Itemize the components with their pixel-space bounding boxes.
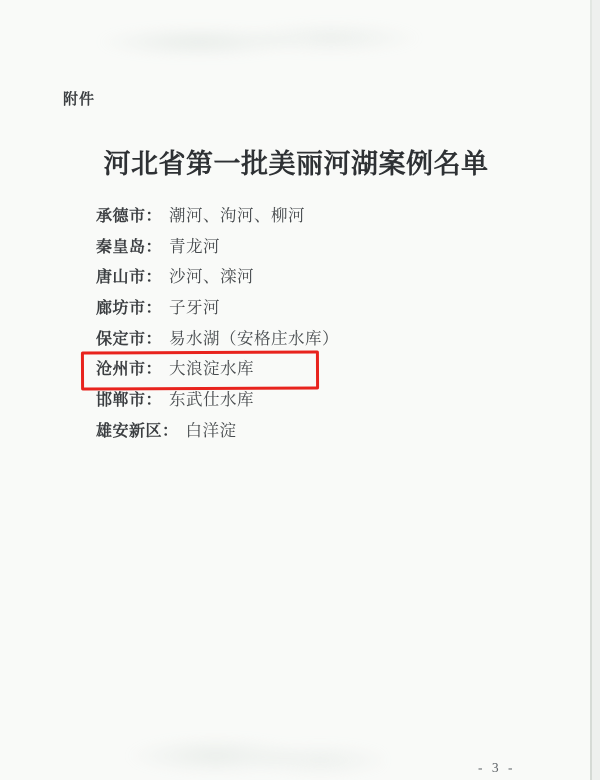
city-label: 承德市：	[96, 208, 163, 225]
city-label: 雄安新区：	[96, 422, 179, 440]
case-list	[96, 201, 556, 447]
city-label: 邯郸市：	[96, 392, 163, 410]
attachment-label: 附件	[63, 91, 96, 108]
rivers-text: 白洋淀	[185, 420, 237, 440]
list-item	[96, 354, 556, 385]
scan-page-edge-strip	[592, 0, 600, 780]
rivers-text: 东武仕水库	[169, 390, 255, 410]
bleed-through-ghost-bottom	[125, 736, 385, 780]
list-item	[96, 201, 556, 232]
rivers-text: 青龙河	[169, 236, 221, 256]
rivers-text: 大浪淀水库	[169, 359, 255, 379]
rivers-text: 易水湖（安格庄水库）	[169, 328, 340, 348]
page-number: - 3 -	[478, 760, 516, 775]
list-item	[96, 262, 556, 293]
city-label: 沧州市：	[96, 361, 163, 379]
city-label: 保定市：	[96, 330, 163, 348]
rivers-text: 子牙河	[169, 298, 221, 318]
list-item	[96, 232, 556, 263]
city-label: 唐山市：	[96, 269, 163, 287]
document-title: 河北省第一批美丽河湖案例名单	[103, 149, 489, 179]
list-item	[96, 385, 556, 416]
list-item	[96, 293, 556, 324]
list-item	[96, 416, 556, 447]
bleed-through-ghost-top	[100, 18, 430, 58]
list-item	[96, 324, 556, 355]
city-label: 廊坊市：	[96, 300, 163, 318]
city-label: 秦皇岛：	[96, 238, 163, 256]
rivers-text: 沙河、滦河	[169, 267, 255, 287]
rivers-text: 潮河、泃河、柳河	[169, 206, 306, 225]
